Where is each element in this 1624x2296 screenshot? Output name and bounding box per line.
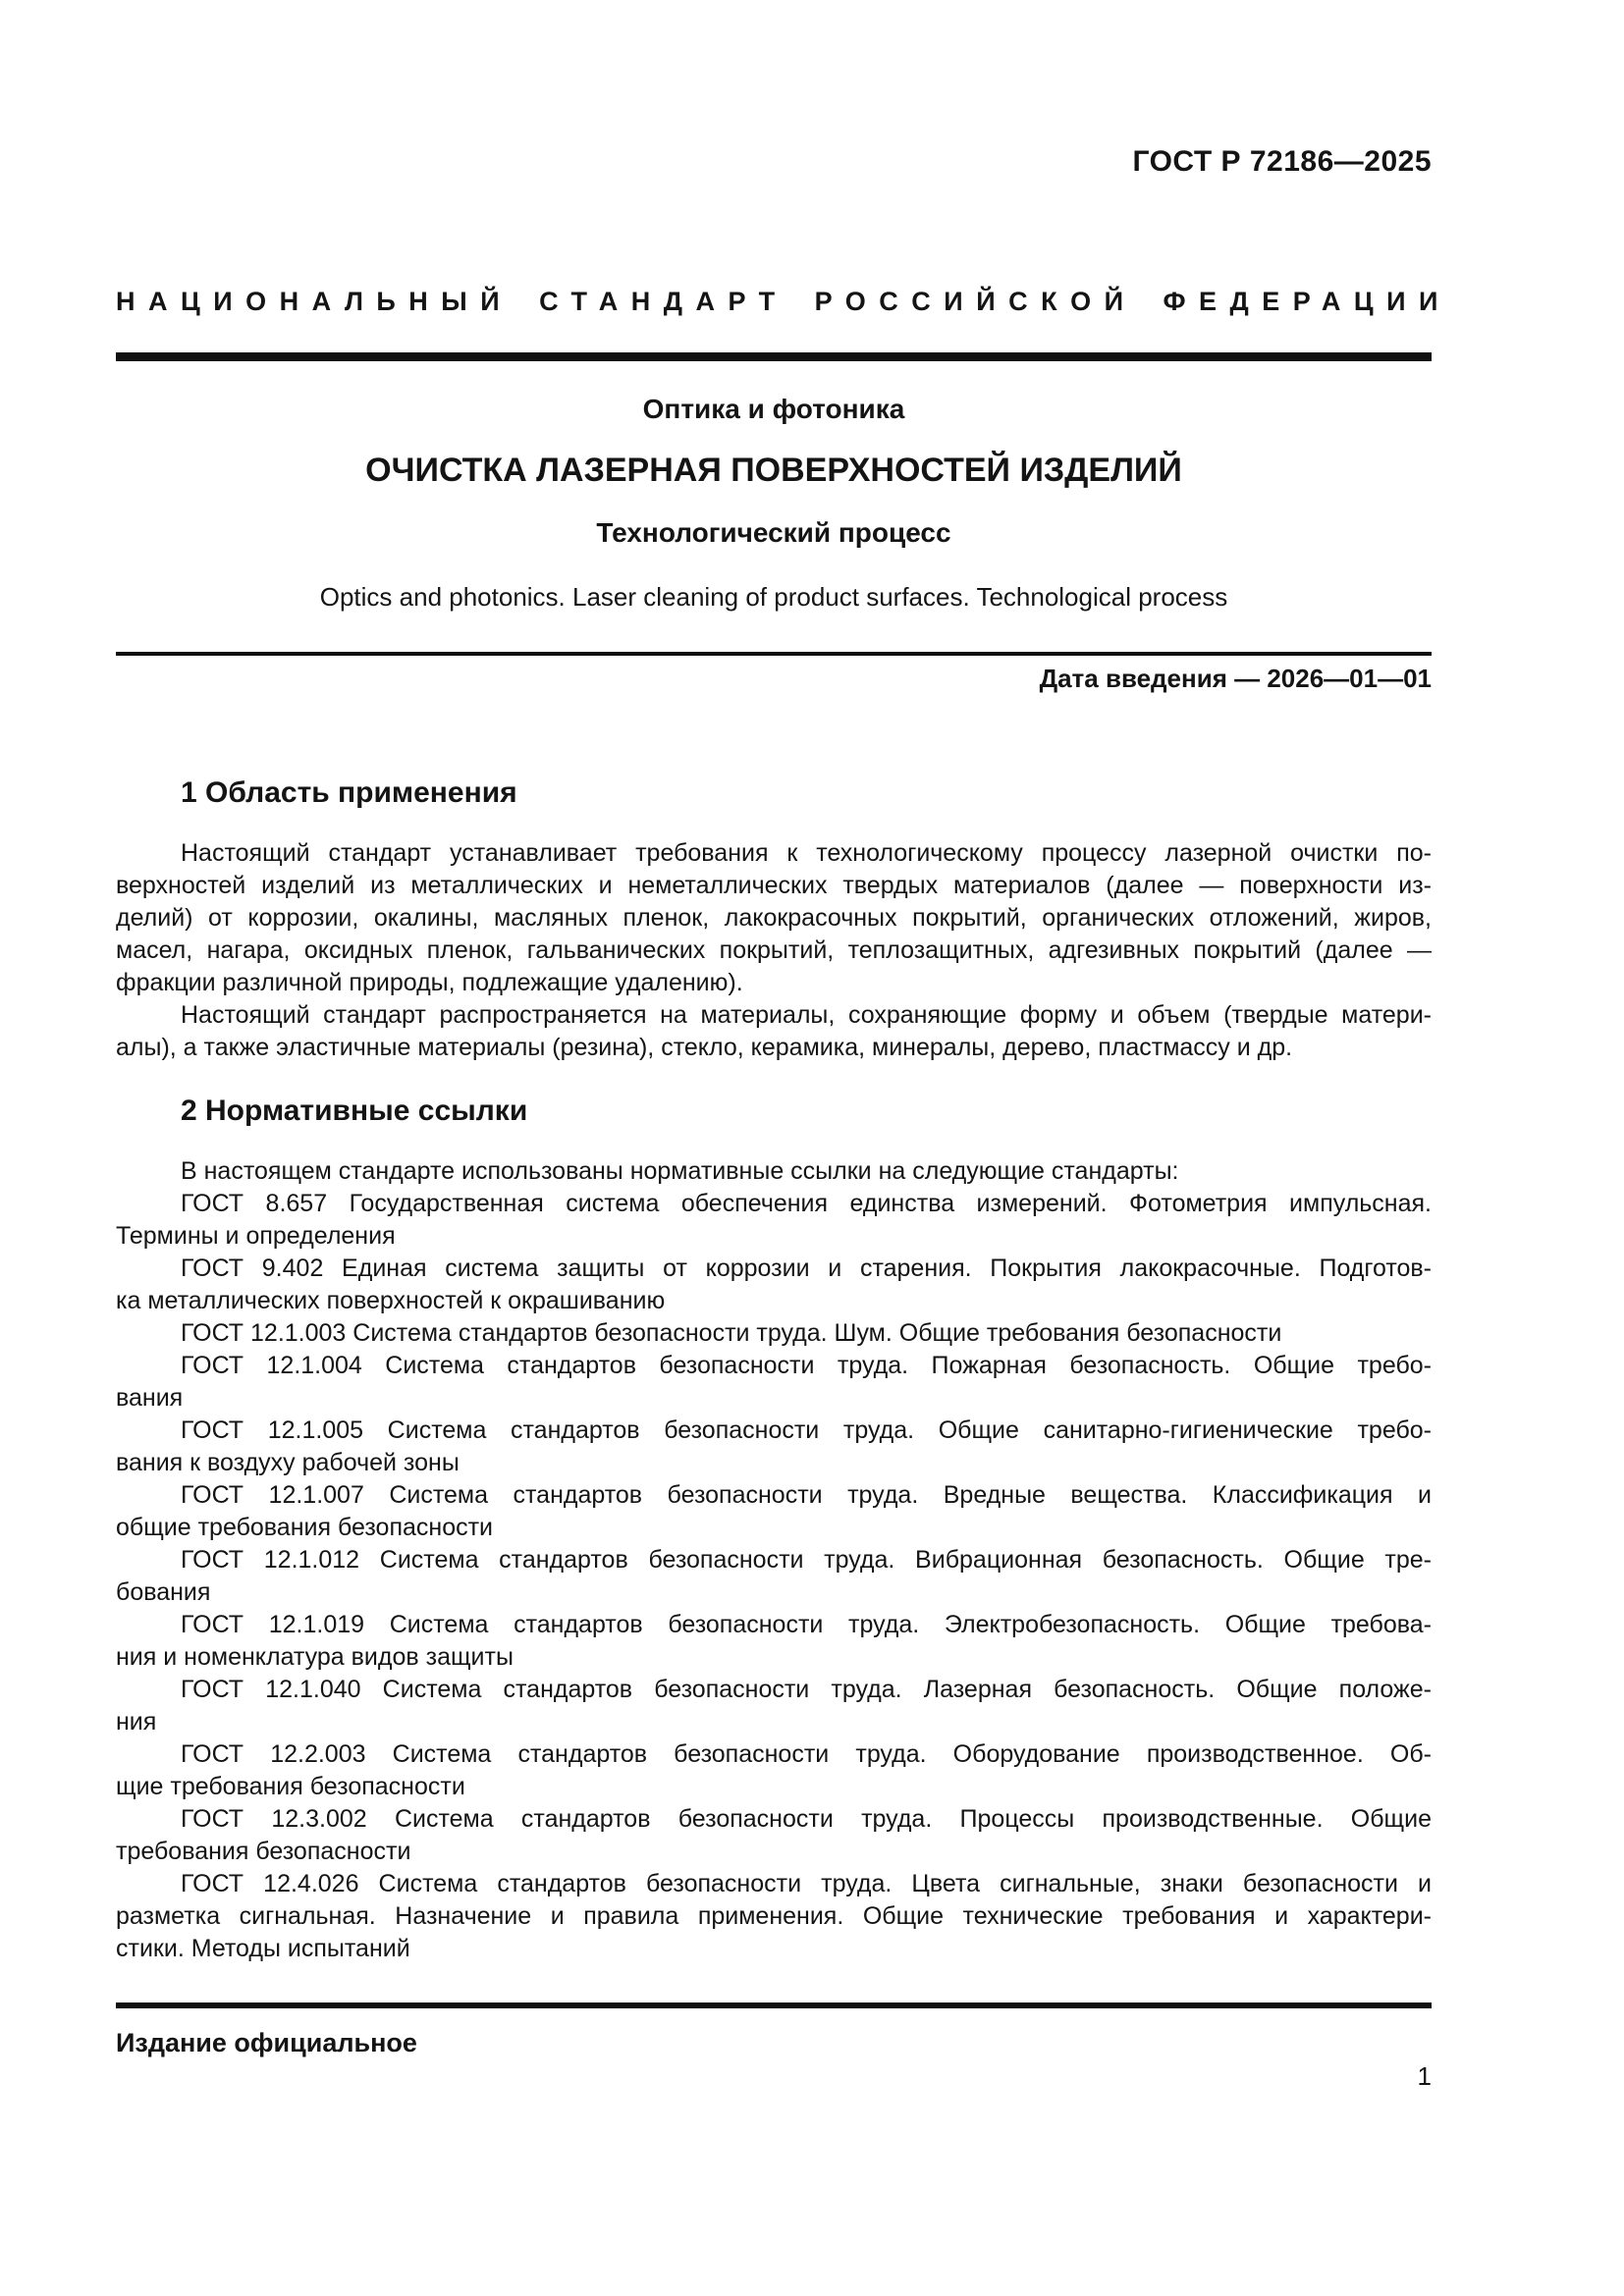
text-line: Настоящий стандарт устанавливает требования к технологическому процессу лазерной очистки по-: [181, 839, 1432, 867]
text-line: разметка сигнальная. Назначение и правила применения. Общие технические требования и характери-: [116, 1902, 1432, 1930]
page-number: 1: [1417, 2061, 1432, 2091]
text-line: ГОСТ 8.657 Государственная система обеспечения единства измерений. Фотометрия импульсная.: [181, 1190, 1432, 1217]
text-line: вания к воздуху рабочей зоны: [116, 1449, 460, 1476]
national-standard-banner: НАЦИОНАЛЬНЫЙ СТАНДАРТ РОССИЙСКОЙ ФЕДЕРАЦИИ: [116, 287, 1451, 316]
text-line: верхностей изделий из металлических и неметаллических твердых материалов (далее — поверхности из-: [116, 872, 1432, 899]
text-line: стики. Методы испытаний: [116, 1935, 410, 1962]
section-normative-references: [116, 1095, 1432, 1965]
text-line: вания: [116, 1384, 184, 1412]
section-heading: 2 Нормативные ссылки: [181, 1095, 528, 1127]
text-line: ГОСТ 12.2.003 Система стандартов безопасности труда. Оборудование производственное. Об-: [181, 1740, 1432, 1768]
text-line: ния: [116, 1708, 157, 1735]
paragraph: [116, 837, 1432, 999]
text-line: ГОСТ 12.1.040 Система стандартов безопасности труда. Лазерная безопасность. Общие положе-: [181, 1676, 1432, 1703]
text-line: ГОСТ 9.402 Единая система защиты от коррозии и старения. Покрытия лакокрасочные. Подготов-: [181, 1255, 1432, 1282]
section-body: [116, 1155, 1432, 1965]
text-line: ГОСТ 12.1.007 Система стандартов безопасности труда. Вредные вещества. Классификация и: [181, 1481, 1432, 1509]
paragraph: [116, 1155, 1432, 1188]
text-line: масел, нагара, оксидных пленок, гальванических покрытий, теплозащитных, адгезивных покрытий (далее —: [116, 936, 1432, 964]
text-line: ГОСТ 12.1.012 Система стандартов безопасности труда. Вибрационная безопасность. Общие тре-: [181, 1546, 1432, 1574]
standard-subject: Оптика и фотоника: [642, 394, 905, 424]
text-line: ГОСТ 12.4.026 Система стандартов безопасности труда. Цвета сигнальные, знаки безопасности и: [181, 1870, 1432, 1897]
standard-title: ОЧИСТКА ЛАЗЕРНАЯ ПОВЕРХНОСТЕЙ ИЗДЕЛИЙ: [365, 452, 1182, 489]
text-line: В настоящем стандарте использованы нормативные ссылки на следующие стандарты:: [181, 1157, 1179, 1185]
section-body: [116, 837, 1432, 1064]
paragraph: [116, 1350, 1432, 1415]
footer-divider: [116, 2002, 1432, 2008]
paragraph: [116, 1738, 1432, 1803]
text-line: общие требования безопасности: [116, 1514, 494, 1541]
paragraph: [116, 1544, 1432, 1609]
paragraph: [116, 999, 1432, 1064]
paragraph: [116, 1868, 1432, 1965]
paragraph: [116, 1188, 1432, 1253]
standard-subtitle: Технологический процесс: [596, 517, 951, 548]
paragraph: [116, 1479, 1432, 1544]
thin-divider: [116, 652, 1432, 656]
text-line: ГОСТ 12.3.002 Система стандартов безопасности труда. Процессы производственные. Общие: [181, 1805, 1432, 1833]
official-edition-note: Издание официальное: [116, 2028, 417, 2057]
text-line: делий) от коррозии, окалины, масляных пленок, лакокрасочных покрытий, органических отложений, жиров,: [116, 904, 1432, 932]
page-content: [116, 0, 1451, 1965]
section-heading: 1 Область применения: [181, 776, 517, 809]
paragraph: [116, 1803, 1432, 1868]
thick-divider: [116, 352, 1432, 361]
text-line: ка металлических поверхностей к окрашиванию: [116, 1287, 666, 1314]
paragraph: [116, 1317, 1432, 1350]
paragraph: [116, 1609, 1432, 1674]
text-line: ГОСТ 12.1.005 Система стандартов безопасности труда. Общие санитарно-гигиенические требо-: [181, 1416, 1432, 1444]
paragraph: [116, 1674, 1432, 1738]
text-line: алы), а также эластичные материалы (резина), стекло, керамика, минералы, дерево, пластмассу и др.: [116, 1034, 1293, 1061]
text-line: ГОСТ 12.1.004 Система стандартов безопасности труда. Пожарная безопасность. Общие требо-: [181, 1352, 1432, 1379]
text-line: бования: [116, 1578, 211, 1606]
text-line: фракции различной природы, подлежащие удалению).: [116, 969, 743, 996]
effective-date: Дата введения — 2026—01—01: [1039, 664, 1432, 693]
text-line: ГОСТ 12.1.019 Система стандартов безопасности труда. Электробезопасность. Общие требова-: [181, 1611, 1432, 1638]
text-line: ГОСТ 12.1.003 Система стандартов безопасности труда. Шум. Общие требования безопасности: [181, 1319, 1282, 1347]
text-line: требования безопасности: [116, 1838, 411, 1865]
paragraph: [116, 1253, 1432, 1317]
standard-title-english: Optics and photonics. Laser cleaning of product surfaces. Technological process: [319, 582, 1228, 612]
text-line: Термины и определения: [116, 1222, 396, 1250]
text-line: щие требования безопасности: [116, 1773, 465, 1800]
text-line: Настоящий стандарт распространяется на материалы, сохраняющие форму и объем (твердые матери-: [181, 1001, 1432, 1029]
standard-code: ГОСТ Р 72186—2025: [1132, 145, 1432, 178]
paragraph: [116, 1415, 1432, 1479]
text-line: ния и номенклатура видов защиты: [116, 1643, 514, 1671]
section-scope: [116, 776, 1432, 1064]
